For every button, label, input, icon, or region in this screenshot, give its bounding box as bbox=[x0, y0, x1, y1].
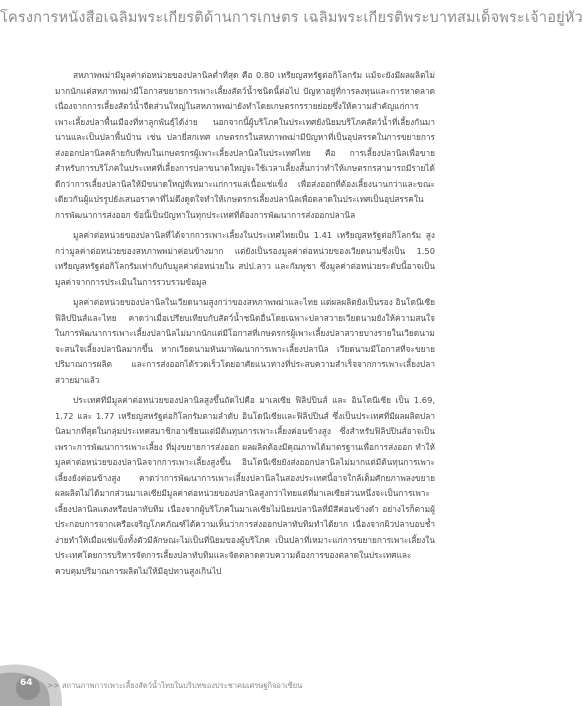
paragraph: มูลค่าต่อหน่วยของปลานิลในเวียดนามสูงกว่าของสหภาพพม่าและไทย แต่ผลผลิตยังเป็นรอง อินโดนีเซีย ฟิลิปปินส์และไทย คาดว่าเมื่อเปรียบเทียบกับสัตว์น้ำชนิดอื่นโดยเฉพาะปลาสวายเวียดนามยังให้ความสนใจในการพัฒนาการเพาะเลี้ยงปลานิลไม่มากนักแต่มีโอกาสที่เกษตรกรผู้เพาะเลี้ยงปลาสวายบางรายในเวียดนามจะสนใจเลี้ยงปลานิลมากขึ้น หากเวียดนามหันมาพัฒนาการเพาะเลี้ยงปลานิล เวียดนามมีโอกาสที่จะขยายปริมาณการผลิต และการส่งออกได้รวดเร็วโดยอาศัยแนวทางที่ประสบความสำเร็จจากการเพาะเลี้ยงปลาสวายมาแล้ว bbox=[55, 297, 435, 385]
page-number: 64 bbox=[20, 678, 33, 688]
footer-caption: >> สถานภาพการเพาะเลี้ยงสัตว์น้ำไทยในบริบทของประชาคมเศรษฐกิจอาเซียน bbox=[47, 681, 303, 690]
paragraph: สหภาพพม่ามีมูลค่าต่อหน่วยของปลานิลต่ำที่สุด คือ 0.80 เหรียญสหรัฐต่อกิโลกรัม แม้จะยังมีผลผลิตไม่มากนักแต่สหภาพพม่ามีโอกาสขยายการเพาะเลี้ยงสัตว์น้ำชนิดนี้ต่อไป ปัญหาอยู่ที่การลงทุนและการหาตลาด เนื่องจากการเลี้ยงสัตว์น้ำจืดส่วนใหญ่ในสหภาพพม่ายังทำโดยเกษตรกรรายย่อยซึ่งให้ความสำคัญแก่การเพาะเลี้ยงปลาพื้นเมืองที่หาลูกพันธุ์ได้ง่าย นอกจากนี้ผู้บริโภคในประเทศยังนิยมบริโภคสัตว์น้ำที่เลี้ยงกันมานานและเป็นปลาพื้นบ้าน เช่น ปลายี่สกเทศ เกษตรกรในสหภาพพม่ามีปัญหาที่เป็นอุปสรรคในการขยายการส่งออกปลานิลคล้ายกับที่พบในเกษตรกรผู้เพาะเลี้ยงปลานิลในประเทศไทย คือ การเลี้ยงปลานิลเพื่อขายสำหรับการบริโภคในประเทศที่เลี้ยงการปลาขนาดใหญ่จะใช้เวลาเลี้ยงสั้นกว่าทำให้เกษตรกรสามารถมีรายได้ดีกว่าการเลี้ยงปลานิลให้มีขนาดใหญ่ที่เหมาะแก่การแล่เนื้อแช่แข็ง เพื่อส่งออกที่ต้องเลี้ยงนานกว่าและขณะเดียวกันผู้แปรรูปยังเสนอราคาที่ไม่ดึงดูดใจทำให้เกษตรกรเลี้ยงปลานิลเพื่อตลาดในประเทศเป็นอุปสรรคในการพัฒนาการส่งออก ข้อนี้เป็นปัญหาในทุกประเทศที่ต้องการพัฒนาการส่งออกปลานิล bbox=[55, 70, 435, 220]
paragraph: ประเทศที่มีมูลค่าต่อหน่วยของปลานิลสูงขึ้นถัดไปคือ มาเลเซีย ฟิลิปปินส์ และ อินโดนีเซีย เป็น 1.69, 1.72 และ 1.77 เหรียญสหรัฐต่อกิโลกรัมตามลำดับ อินโดนีเซียและฟิลิปปินส์ ซึ่งเป็นประเทศที่มีผลผลิตปลานิลมากที่สุดในกลุ่มประเทศสมาชิกอาเซียนแต่มีต้นทุนการเพาะเลี้ยงค่อนข้างสูง ซึ่งสำหรับฟิลิปปินส์อาจเป็นเพราะการพัฒนาการเพาะเลี้ยง ที่มุ่งขยายการส่งออก ผลผลิตต้องมีคุณภาพได้มาตรฐานเพื่อการส่งออก ทำให้มูลค่าต่อหน่วยของปลานิลจากการเพาะเลี้ยงสูงขึ้น อินโดนีเซียยังส่งออกปลานิลไม่มากแต่มีต้นทุนการเพาะเลี้ยงยังค่อนข้างสูง คาดว่าการพัฒนาการเพาะเลี้ยงปลานิลในสองประเทศนี้อาจใกล้เต็มศักยภาพลงขยายผลผลิตไม่ได้มากส่วนมาเลเซียมีมูลค่าต่อหน่วยของปลานิลสูงกว่าไทยแต่ที่มาเลเซียส่วนหนึ่งจะเป็นการเพาะเลี้ยงปลานิลแดงหรือปลาทับทิม เนื่องจากผู้บริโภคในมาเลเซียไม่นิยมปลานิลที่มีสีค่อนข้างดำ อย่างไรก็ตามผู้ประกอบการจากเครือเจริญโภคภัณฑ์ได้ความเห็นว่าการส่งออกปลาทับทิมทำได้ยาก เนื่องจากผิวปลาบอบช้ำง่ายทำให้เมื่อแช่แข็งทั้งตัวมีลักษณะไม่เป็นที่นิยมของผู้บริโภค เป็นปลาที่เหมาะแก่การขยายการเพาะเลี้ยงในประเทศโดยการบริหารจัดการเลี้ยงปลาทับทิมและจัดตลาดควบความต้องการของตลาดในประเทศและควบคุมปริมาณการผลิตไม่ให้มีอุปทานสูงเกินไป bbox=[55, 395, 435, 576]
paragraph: มูลค่าต่อหน่วยของปลานิลที่ได้จากการเพาะเลี้ยงในประเทศไทยเป็น 1.41 เหรียญสหรัฐต่อกิโลกรัม สูงกว่ามูลค่าต่อหน่วยของสหภาพพม่าค่อนข้างมาก แต่ยังเป็นรองมูลค่าต่อหน่วยของเวียดนามซึ่งเป็น 1.50 เหรียญสหรัฐต่อกิโลกรัมเท่ากับกับมูลค่าต่อหน่วยใน สปป.ลาว และกัมพูชา ซึ่งมูลค่าต่อหน่วยระดับนี้อาจเป็นมูลค่าจากการประเมินในการรวบรวมข้อมูล bbox=[55, 230, 435, 287]
article-body bbox=[55, 68, 435, 584]
running-header: โครงการหนังสือเฉลิมพระเกียรติด้านการเกษตร เฉลิมพระเกียรติพระบาทสมเด็จพระเจ้าอยู่หัว bbox=[0, 10, 583, 26]
page-footer bbox=[0, 626, 480, 706]
footer-decoration bbox=[0, 626, 480, 706]
